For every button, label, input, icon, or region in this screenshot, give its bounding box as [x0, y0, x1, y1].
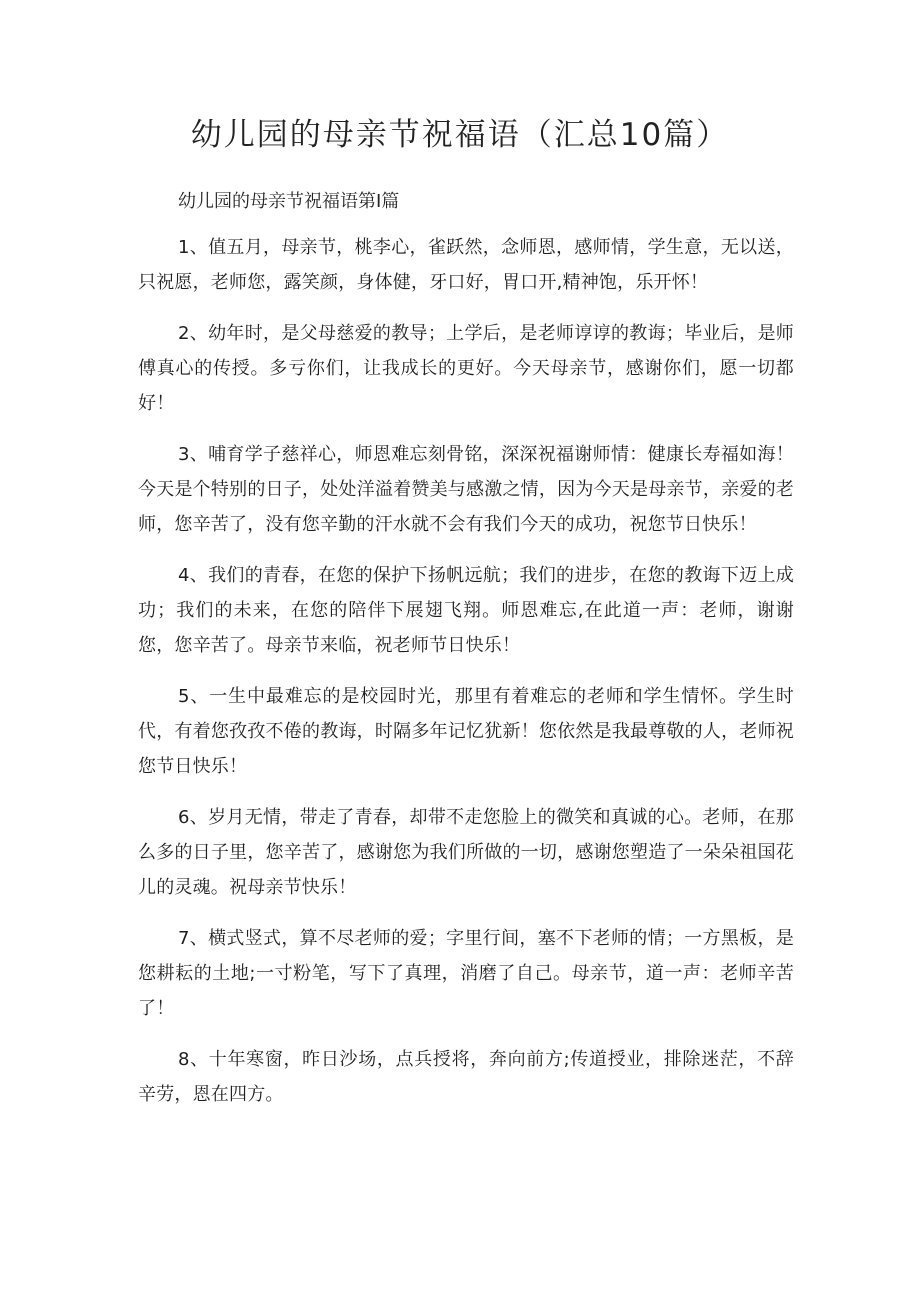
document-body [138, 230, 794, 1128]
paragraph-4: 4、我们的青春，在您的保护下扬帆远航；我们的进步，在您的教诲下迈上成功；我们的未来，在您的陪伴下展翅飞翔。师恩难忘,在此道一声：老师，谢谢您，您辛苦了。母亲节来临，祝老师节日快乐！ [138, 565, 794, 656]
paragraph-7: 7、横式竖式，算不尽老师的爱；字里行间，塞不下老师的情；一方黑板，是您耕耘的土地;一寸粉笔，写下了真理，消磨了自己。母亲节，道一声：老师辛苦了！ [138, 928, 794, 1019]
paragraph-5: 5、一生中最难忘的是校园时光，那里有着难忘的老师和学生情怀。学生时代，有着您孜孜不倦的教诲，时隔多年记忆犹新！您依然是我最尊敬的人，老师祝您节日快乐！ [138, 686, 794, 777]
paragraph-2: 2、幼年时，是父母慈爱的教导；上学后，是老师谆谆的教诲；毕业后，是师傅真心的传授。多亏你们，让我成长的更好。今天母亲节，感谢你们，愿一切都好！ [138, 323, 794, 414]
paragraph-1: 1、值五月，母亲节，桃李心，雀跃然，念师恩，感师情，学生意，无以送，只祝愿，老师您，露笑颜，身体健，牙口好，胃口开,精神饱，乐开怀！ [138, 237, 794, 293]
document-title: 幼儿园的母亲节祝福语（汇总10篇） [190, 117, 730, 153]
paragraph-8: 8、十年寒窗，昨日沙场，点兵授将，奔向前方;传道授业，排除迷茫，不辞辛劳，恩在四方。 [138, 1049, 794, 1105]
paragraph-6: 6、岁月无情，带走了青春，却带不走您脸上的微笑和真诚的心。老师，在那么多的日子里，您辛苦了，感谢您为我们所做的一切，感谢您塑造了一朵朵祖国花儿的灵魂。祝母亲节快乐！ [138, 807, 794, 898]
section-heading: 幼儿园的母亲节祝福语第I篇 [178, 191, 400, 212]
paragraph-3: 3、哺育学子慈祥心，师恩难忘刻骨铭，深深祝福谢师情：健康长寿福如海！今天是个特别的日子，处处洋溢着赞美与感激之情，因为今天是母亲节，亲爱的老师，您辛苦了，没有您辛勤的汗水就不会有我们今天的成功，祝您节日快乐！ [138, 444, 794, 535]
